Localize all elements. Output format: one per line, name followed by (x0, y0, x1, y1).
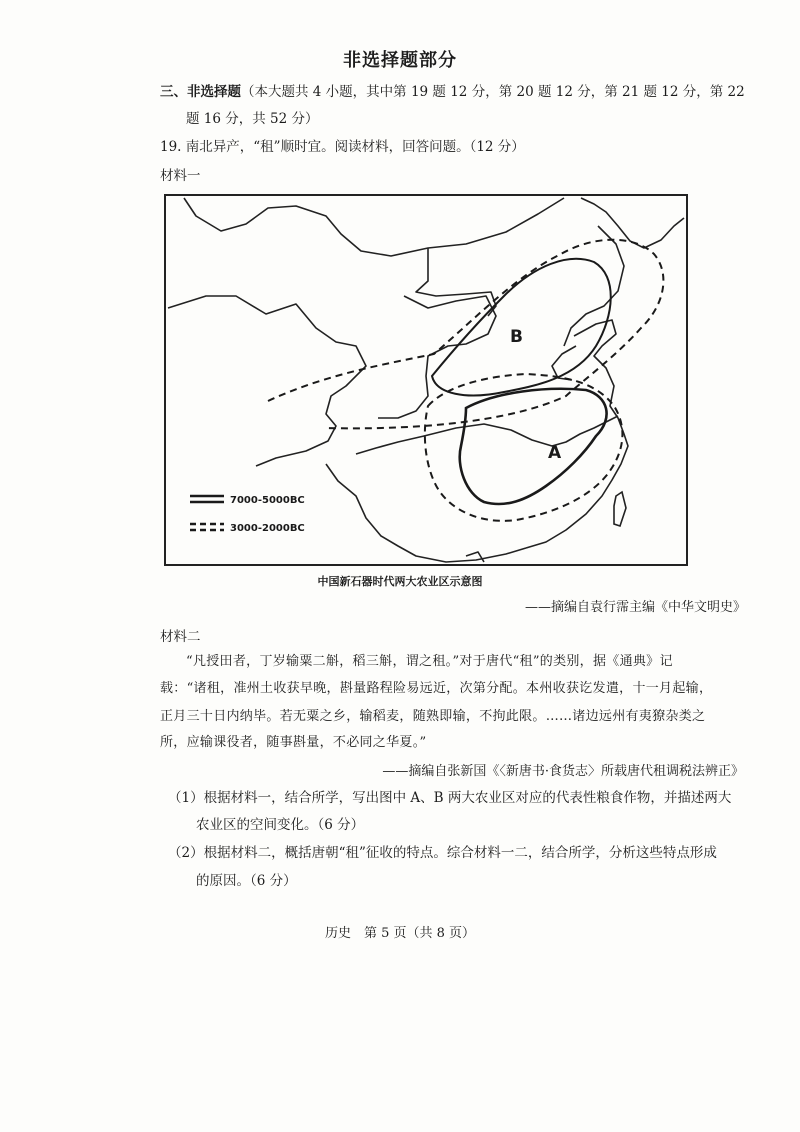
map-svg (166, 196, 686, 564)
question-stem: 19. 南北异产，“租”顺时宜。阅读材料，回答问题。（12 分） (160, 139, 525, 155)
taiwan-island (614, 492, 626, 526)
subquestion-1-line-1: （1）根据材料一，结合所学，写出图中 A、B 两大农业区对应的代表性粮食作物，并描述两大 (168, 790, 732, 806)
region-b-late-boundary (268, 240, 663, 429)
neolithic-agriculture-map (164, 194, 688, 566)
southwest-border (326, 464, 526, 562)
material-2-label: 材料二 (160, 629, 201, 645)
map-legend (190, 495, 305, 534)
section-label: 三、非选择题 (160, 84, 241, 100)
subquestion-2-line-2: 的原因。（6 分） (196, 873, 297, 889)
region-a-early-boundary (460, 389, 607, 504)
material-1-source: ——摘编自袁行霈主编《中华文明史》 (524, 600, 746, 615)
map-caption: 中国新石器时代两大农业区示意图 (317, 575, 483, 588)
section-title: 非选择题部分 (343, 50, 457, 71)
material-2-line-4: 所，应输课役者，随事斟量，不必同之华夏。” (160, 735, 427, 750)
legend-label-early: 7000-5000BC (230, 495, 305, 506)
material-1-label: 材料一 (160, 168, 201, 184)
instructions-line-1 (160, 82, 745, 102)
page-footer: 历史 第 5 页（共 8 页） (324, 926, 476, 941)
legend-label-late: 3000-2000BC (230, 523, 305, 534)
subquestion-2-line-1: （2）根据材料二，概括唐朝“租”征收的特点。综合材料一二，结合所学，分析这些特点形成 (168, 845, 717, 861)
material-2-line-1: “凡授田者，丁岁输粟二斛，稻三斛，谓之租。”对于唐代“租”的类别，据《通典》记 (186, 654, 673, 669)
subquestion-1-line-2: 农业区的空间变化。（6 分） (196, 817, 365, 833)
inner-mongolia-border (416, 248, 496, 316)
region-a-label: A (548, 443, 562, 463)
region-b-label: B (510, 327, 523, 347)
instructions-line-2: 题 16 分，共 52 分） (186, 111, 319, 127)
northern-border (184, 198, 564, 256)
western-border (168, 296, 366, 466)
yangtze-river (356, 416, 618, 454)
material-2-source: ——摘编自张新国《〈新唐书·食货志〉所载唐代租调税法辨正》 (382, 764, 744, 779)
material-2-line-2: 载：“诸租，准州土收获早晚，斟量路程险易远近，次第分配。本州收获讫发遣，十一月起输， (160, 681, 713, 696)
instructions-text: （本大题共 4 小题，其中第 19 题 12 分，第 20 题 12 分，第 21 题 12 分，第 22 (241, 84, 745, 100)
material-2-line-3: 正月三十日内纳毕。若无粟之乡，输稻麦，随熟即输，不拘此限。……诸边远州有夷獠杂类之 (160, 709, 706, 724)
